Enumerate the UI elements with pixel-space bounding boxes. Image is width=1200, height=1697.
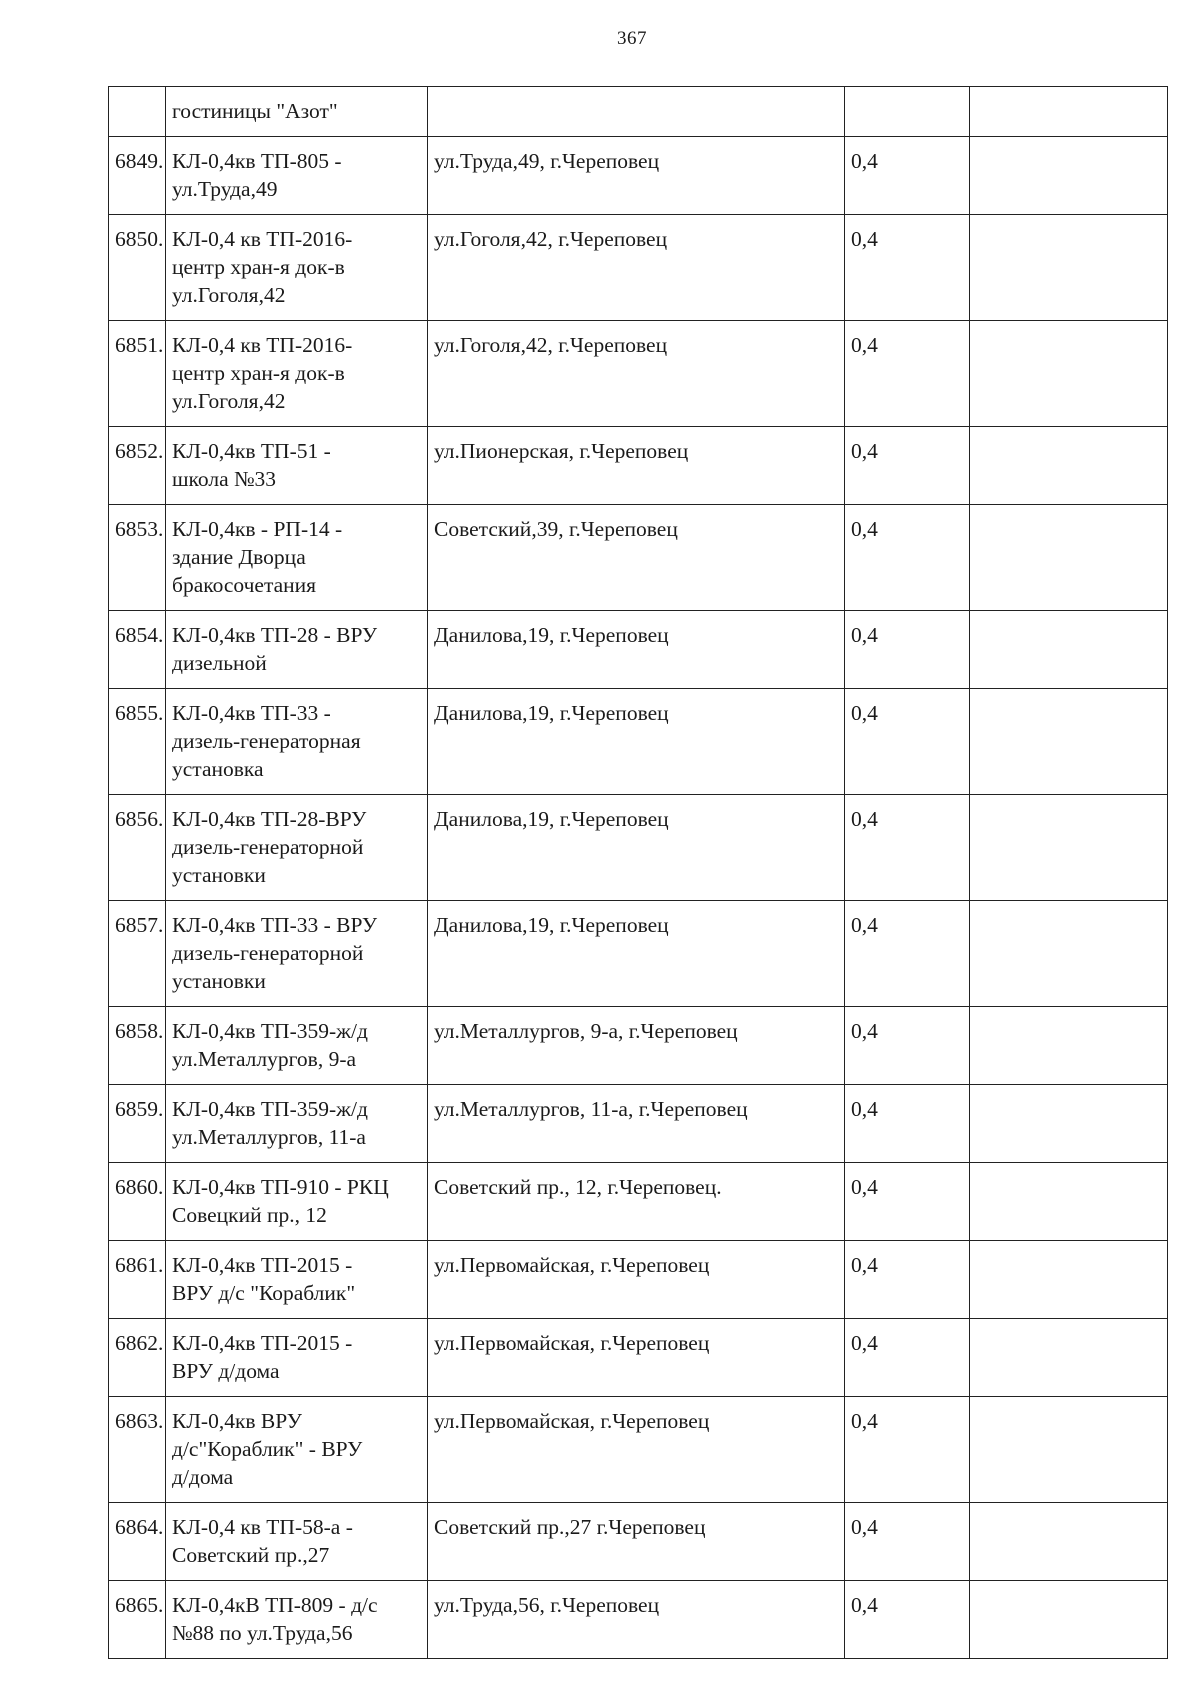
row-number-cell: 6856. [109, 795, 166, 901]
line-voltage-cell: 0,4 [845, 1241, 970, 1319]
row-number-cell: 6854. [109, 611, 166, 689]
line-address-cell: ул.Металлургов, 11-а, г.Череповец [428, 1085, 845, 1163]
line-address-cell: ул.Труда,49, г.Череповец [428, 137, 845, 215]
row-number-cell: 6853. [109, 505, 166, 611]
line-address-cell: ул.Гоголя,42, г.Череповец [428, 215, 845, 321]
line-voltage-cell: 0,4 [845, 901, 970, 1007]
line-extra-cell [970, 87, 1168, 137]
line-voltage-cell [845, 87, 970, 137]
row-number-cell: 6858. [109, 1007, 166, 1085]
registry-table [108, 86, 1168, 1659]
line-voltage-cell: 0,4 [845, 1163, 970, 1241]
line-name-cell: КЛ-0,4кв ТП-33 - дизель-генераторная установка [166, 689, 428, 795]
table-row [109, 1581, 1168, 1659]
row-number-cell: 6859. [109, 1085, 166, 1163]
line-extra-cell [970, 1503, 1168, 1581]
table-row [109, 689, 1168, 795]
line-voltage-cell: 0,4 [845, 215, 970, 321]
line-extra-cell [970, 795, 1168, 901]
row-number-cell: 6865. [109, 1581, 166, 1659]
table-row [109, 1163, 1168, 1241]
line-address-cell: ул.Первомайская, г.Череповец [428, 1241, 845, 1319]
line-name-cell: КЛ-0,4кв ТП-2015 - ВРУ д/дома [166, 1319, 428, 1397]
line-address-cell: ул.Металлургов, 9-а, г.Череповец [428, 1007, 845, 1085]
line-address-cell: Советский пр.,27 г.Череповец [428, 1503, 845, 1581]
table-row [109, 795, 1168, 901]
table-row [109, 1007, 1168, 1085]
line-voltage-cell: 0,4 [845, 1007, 970, 1085]
row-number-cell: 6861. [109, 1241, 166, 1319]
row-number-cell: 6850. [109, 215, 166, 321]
table-row [109, 611, 1168, 689]
line-extra-cell [970, 505, 1168, 611]
line-address-cell: ул.Труда,56, г.Череповец [428, 1581, 845, 1659]
line-address-cell: ул.Гоголя,42, г.Череповец [428, 321, 845, 427]
line-name-cell: КЛ-0,4кв ТП-33 - ВРУ дизель-генераторной установки [166, 901, 428, 1007]
table-row [109, 321, 1168, 427]
line-name-cell: КЛ-0,4кв ВРУ д/с"Кораблик" - ВРУ д/дома [166, 1397, 428, 1503]
line-extra-cell [970, 1319, 1168, 1397]
row-number-cell: 6855. [109, 689, 166, 795]
line-name-cell: КЛ-0,4кВ ТП-809 - д/с №88 по ул.Труда,56 [166, 1581, 428, 1659]
row-number-cell: 6864. [109, 1503, 166, 1581]
line-voltage-cell: 0,4 [845, 505, 970, 611]
table-row [109, 427, 1168, 505]
table-row [109, 1241, 1168, 1319]
line-voltage-cell: 0,4 [845, 427, 970, 505]
line-voltage-cell: 0,4 [845, 321, 970, 427]
line-address-cell: Данилова,19, г.Череповец [428, 611, 845, 689]
line-name-cell: КЛ-0,4кв ТП-359-ж/д ул.Металлургов, 9-а [166, 1007, 428, 1085]
row-number-cell [109, 87, 166, 137]
line-voltage-cell: 0,4 [845, 1085, 970, 1163]
line-name-cell: КЛ-0,4кв ТП-28-ВРУ дизель-генераторной установки [166, 795, 428, 901]
line-address-cell: Советский,39, г.Череповец [428, 505, 845, 611]
row-number-cell: 6860. [109, 1163, 166, 1241]
line-extra-cell [970, 137, 1168, 215]
line-name-cell: КЛ-0,4кв ТП-359-ж/д ул.Металлургов, 11-а [166, 1085, 428, 1163]
line-address-cell [428, 87, 845, 137]
line-extra-cell [970, 427, 1168, 505]
line-name-cell: КЛ-0,4 кв ТП-2016- центр хран-я док-в ул.Гоголя,42 [166, 215, 428, 321]
line-extra-cell [970, 1163, 1168, 1241]
table-row [109, 1085, 1168, 1163]
row-number-cell: 6851. [109, 321, 166, 427]
line-voltage-cell: 0,4 [845, 689, 970, 795]
line-voltage-cell: 0,4 [845, 1397, 970, 1503]
table-row [109, 1397, 1168, 1503]
row-number-cell: 6852. [109, 427, 166, 505]
line-voltage-cell: 0,4 [845, 1581, 970, 1659]
line-voltage-cell: 0,4 [845, 1503, 970, 1581]
line-voltage-cell: 0,4 [845, 137, 970, 215]
line-address-cell: ул.Первомайская, г.Череповец [428, 1397, 845, 1503]
line-extra-cell [970, 1007, 1168, 1085]
line-address-cell: ул.Первомайская, г.Череповец [428, 1319, 845, 1397]
line-extra-cell [970, 689, 1168, 795]
line-extra-cell [970, 1397, 1168, 1503]
line-name-cell: КЛ-0,4кв ТП-51 - школа №33 [166, 427, 428, 505]
table-row [109, 1503, 1168, 1581]
registry-table-body [109, 87, 1168, 1659]
line-name-cell: гостиницы "Азот" [166, 87, 428, 137]
line-extra-cell [970, 1581, 1168, 1659]
line-name-cell: КЛ-0,4кв ТП-805 - ул.Труда,49 [166, 137, 428, 215]
line-address-cell: ул.Пионерская, г.Череповец [428, 427, 845, 505]
page-number: 367 [617, 28, 647, 49]
table-row [109, 215, 1168, 321]
line-name-cell: КЛ-0,4кв ТП-910 - РКЦ Совецкий пр., 12 [166, 1163, 428, 1241]
line-extra-cell [970, 901, 1168, 1007]
line-name-cell: КЛ-0,4кв ТП-28 - ВРУ дизельной [166, 611, 428, 689]
row-number-cell: 6863. [109, 1397, 166, 1503]
line-extra-cell [970, 321, 1168, 427]
line-name-cell: КЛ-0,4 кв ТП-58-а - Советский пр.,27 [166, 1503, 428, 1581]
line-extra-cell [970, 1241, 1168, 1319]
row-number-cell: 6862. [109, 1319, 166, 1397]
table-row [109, 87, 1168, 137]
line-extra-cell [970, 215, 1168, 321]
row-number-cell: 6849. [109, 137, 166, 215]
line-address-cell: Данилова,19, г.Череповец [428, 795, 845, 901]
line-extra-cell [970, 1085, 1168, 1163]
line-address-cell: Данилова,19, г.Череповец [428, 901, 845, 1007]
table-row [109, 137, 1168, 215]
line-voltage-cell: 0,4 [845, 795, 970, 901]
table-row [109, 901, 1168, 1007]
line-name-cell: КЛ-0,4кв ТП-2015 - ВРУ д/с "Кораблик" [166, 1241, 428, 1319]
table-row [109, 1319, 1168, 1397]
line-voltage-cell: 0,4 [845, 611, 970, 689]
table-row [109, 505, 1168, 611]
line-address-cell: Советский пр., 12, г.Череповец. [428, 1163, 845, 1241]
line-name-cell: КЛ-0,4кв - РП-14 - здание Дворца бракосочетания [166, 505, 428, 611]
line-address-cell: Данилова,19, г.Череповец [428, 689, 845, 795]
row-number-cell: 6857. [109, 901, 166, 1007]
line-voltage-cell: 0,4 [845, 1319, 970, 1397]
line-extra-cell [970, 611, 1168, 689]
line-name-cell: КЛ-0,4 кв ТП-2016- центр хран-я док-в ул.Гоголя,42 [166, 321, 428, 427]
